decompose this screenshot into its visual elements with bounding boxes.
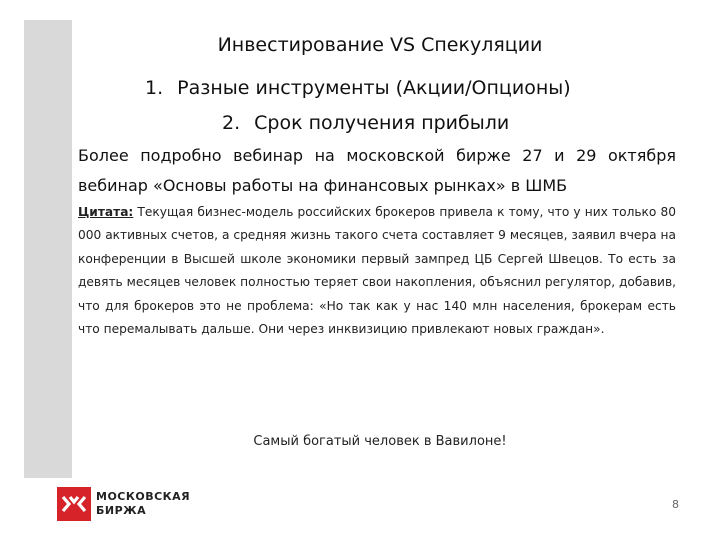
list-item-1 bbox=[145, 77, 571, 99]
moex-logo-icon bbox=[57, 487, 91, 521]
list-text: Разные инструменты (Акции/Опционы) bbox=[177, 77, 571, 99]
side-decoration-bar bbox=[24, 20, 72, 478]
list-number: 1. bbox=[145, 77, 164, 99]
footer-text: Самый богатый человек в Вавилоне! bbox=[253, 434, 507, 449]
logo-text bbox=[96, 490, 206, 518]
quote-text: Текущая бизнес-модель российских брокеров привела к тому, что у них только 80 000 активных счетов, а средняя жизнь такого счета составляет 9 месяцев, заявил вчера на конференции в Высшей школе экономики первый зампред ЦБ Сергей Швецов. То есть за девять месяцев человек полностью теряет свои накопления, объяснил регулятор, добавив, что для брокеров это не проблема: «Но так как у нас 140 млн населения, брокерам есть что перемалывать дальше. Они через инквизицию привлекают новых граждан». bbox=[78, 205, 676, 337]
quote-label: Цитата: bbox=[78, 205, 134, 219]
page-number: 8 bbox=[672, 498, 679, 511]
list-text: Срок получения прибыли bbox=[254, 112, 510, 134]
logo-text-line-2: БИРЖА bbox=[96, 504, 147, 517]
slide-title: Инвестирование VS Спекуляции bbox=[217, 34, 543, 56]
logo-text-line-1: МОСКОВСКАЯ bbox=[96, 490, 191, 503]
list-number: 2. bbox=[222, 112, 241, 134]
webinar-line-2: вебинар «Основы работы на финансовых рынках» в ШМБ bbox=[78, 176, 568, 195]
list-item-2 bbox=[222, 112, 509, 134]
webinar-line-1: Более подробно вебинар на московской бирже 27 и 29 октября bbox=[78, 146, 676, 165]
quote-block bbox=[78, 201, 676, 341]
